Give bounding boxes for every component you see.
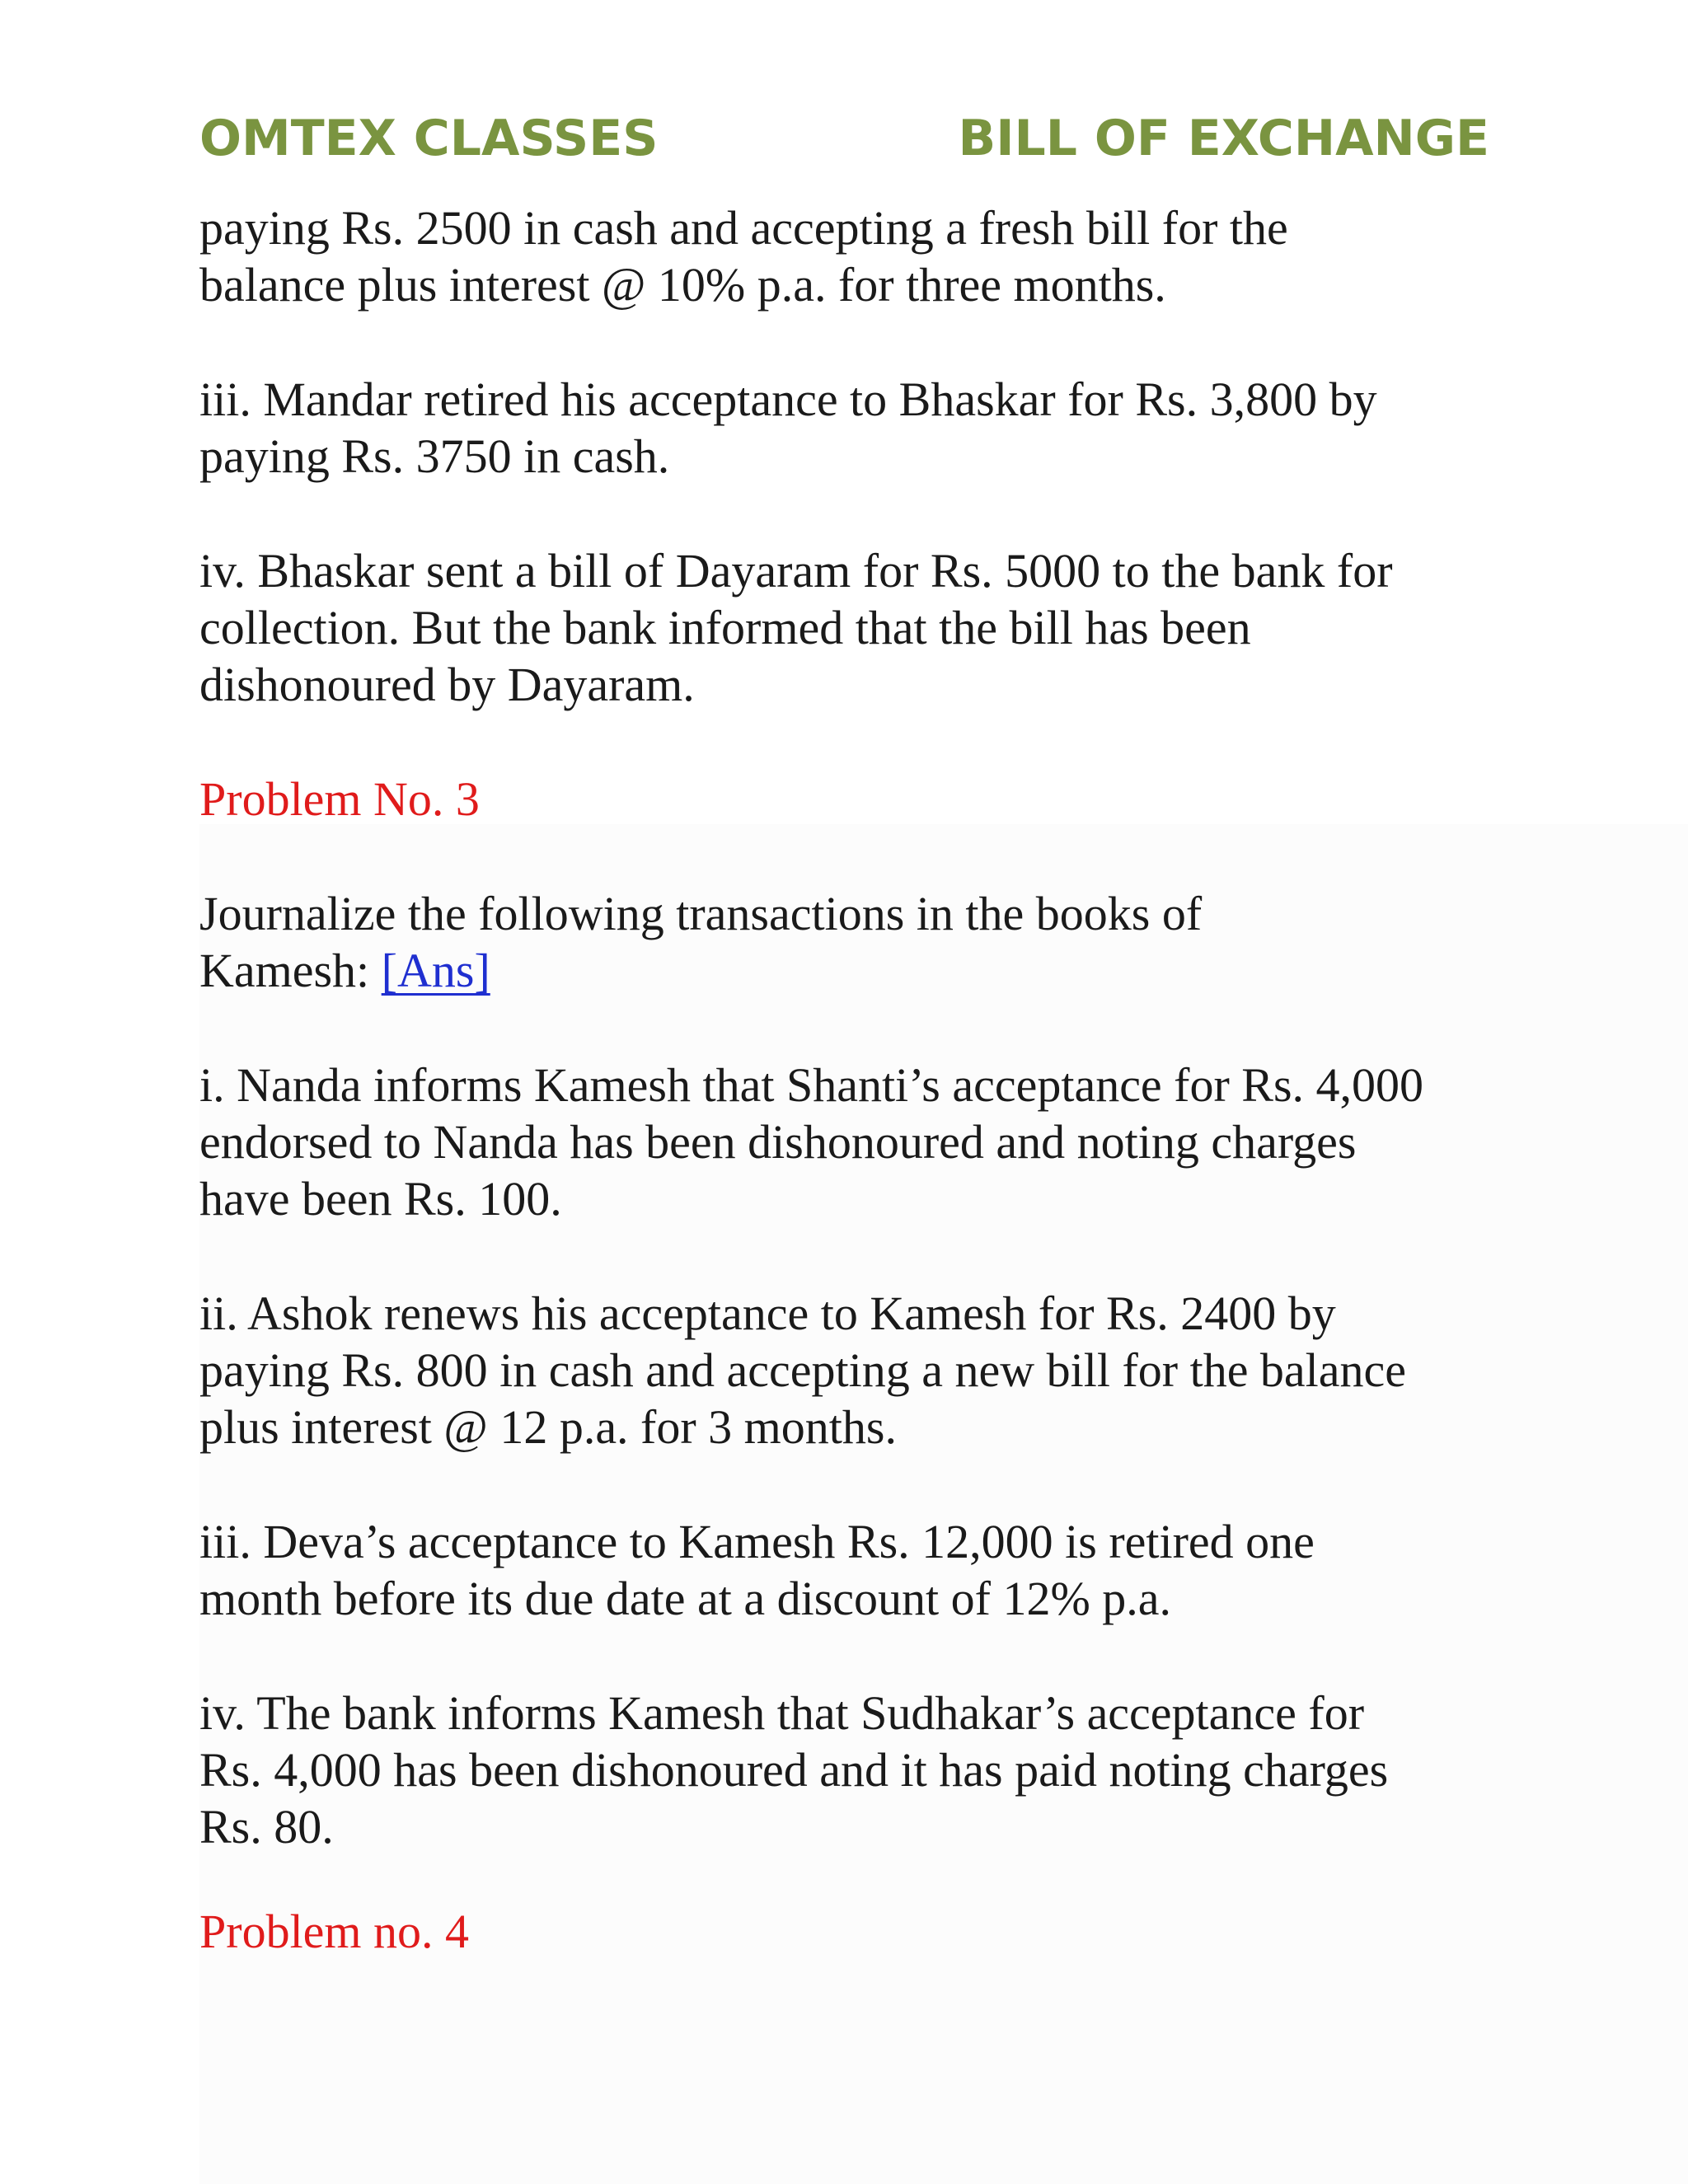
text-line: Rs. 80. (199, 1800, 334, 1854)
text-line: Journalize the following transactions in the books of (199, 887, 1203, 940)
problem-3-item-ii (199, 1285, 1518, 1455)
text-line: plus interest @ 12 p.a. for 3 months. (199, 1400, 897, 1454)
text-line: dishonoured by Dayaram. (199, 658, 695, 711)
text-line: paying Rs. 800 in cash and accepting a new bill for the balance (199, 1343, 1407, 1397)
header-left-title: OMTEX CLASSES (199, 110, 659, 167)
transaction-item-iii (199, 371, 1518, 485)
text-line: endorsed to Nanda has been dishonoured and noting charges (199, 1115, 1357, 1169)
text-line: iv. Bhaskar sent a bill of Dayaram for Rs. 5000 to the bank for (199, 544, 1393, 598)
problem-3-heading: Problem No. 3 (199, 772, 480, 826)
page-header (199, 105, 1489, 171)
text-line: Kamesh: (199, 944, 382, 997)
problem-3-item-i (199, 1057, 1518, 1227)
page-content (199, 199, 1518, 1960)
text-line: ii. Ashok renews his acceptance to Kamesh for Rs. 2400 by (199, 1286, 1336, 1340)
text-line: iii. Mandar retired his acceptance to Bhaskar for Rs. 3,800 by (199, 373, 1377, 426)
transaction-item-iv (199, 542, 1518, 713)
continuation-paragraph (199, 199, 1518, 313)
text-line: Rs. 4,000 has been dishonoured and it has paid noting charges (199, 1743, 1389, 1797)
text-line: collection. But the bank informed that the bill has been (199, 601, 1251, 654)
problem-3-item-iii (199, 1513, 1518, 1627)
text-line: paying Rs. 3750 in cash. (199, 429, 670, 483)
answer-link[interactable]: [Ans] (381, 944, 490, 997)
text-line: have been Rs. 100. (199, 1172, 562, 1226)
text-line: i. Nanda informs Kamesh that Shanti’s acceptance for Rs. 4,000 (199, 1058, 1424, 1112)
text-line: iii. Deva’s acceptance to Kamesh Rs. 12,000 is retired one (199, 1515, 1315, 1568)
header-right-title: BILL OF EXCHANGE (958, 110, 1489, 167)
text-line: balance plus interest @ 10% p.a. for three months. (199, 258, 1166, 312)
problem-3-instruction (199, 885, 1518, 999)
problem-4-heading: Problem no. 4 (199, 1905, 470, 1958)
text-line: month before its due date at a discount of 12% p.a. (199, 1572, 1172, 1625)
text-line: paying Rs. 2500 in cash and accepting a fresh bill for the (199, 201, 1288, 255)
problem-3-item-iv (199, 1685, 1518, 1855)
text-line: iv. The bank informs Kamesh that Sudhakar’s acceptance for (199, 1686, 1365, 1740)
